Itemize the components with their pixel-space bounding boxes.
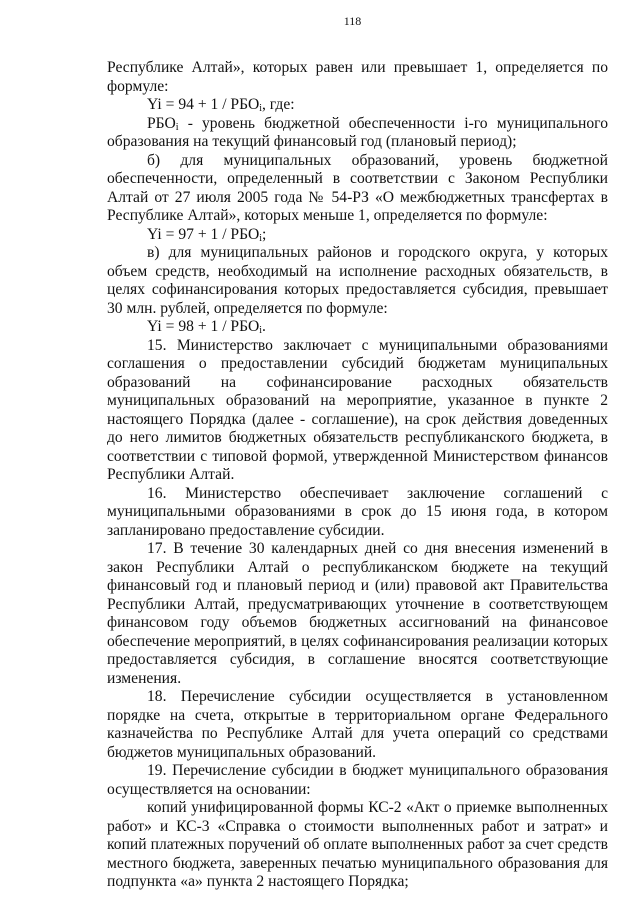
paragraph-v: в) для муниципальных районов и городского округа, у которых объем средств, необходимый на исполнение расходных обязательств, в целях софинансирования которых предоставляется субсидия, превышает 30 млн. рублей, определяется по формуле: xyxy=(107,244,608,317)
page-number: 118 xyxy=(343,14,362,28)
paragraph-19: 19. Перечисление субсидии в бюджет муниципального образования осуществляется на основании: xyxy=(107,762,608,798)
paragraph-b: б) для муниципальных образований, уровень бюджетной обеспеченности, определенный в соответствии с Законом Республики Алтай от 27 июля 2005 года № 54-РЗ «О межбюджетных трансфертах в Республике Алтай», которых меньше 1, определяется по формуле: xyxy=(107,151,608,224)
paragraph-15: 15. Министерство заключает с муниципальными образованиями соглашения о предоставлении субсидий бюджетам муниципальных образований на софинансирование расходных обязательств муниципальных образований на мероприятие, указанное в пункте 2 настоящего Порядка (далее - соглашение), на срок действия доведенных до него лимитов бюджетных обязательств республиканского бюджета, в соответствии с типовой формой, утвержденной Министерством финансов Республики Алтай. xyxy=(107,336,608,483)
paragraph-16: 16. Министерство обеспечивает заключение соглашений с муниципальными образованиями в срок до 15 июня года, в котором запланировано предоставление субсидии. xyxy=(107,484,608,539)
formula-a: $Yi = 94 + 1 / РБО_i$, где: xyxy=(147,96,295,114)
paragraph-continuation xyxy=(107,59,608,96)
text: Республике Алтай», которых равен или превышает 1, определяется по формуле: xyxy=(107,59,608,95)
formula-text: Yi = 94 + 1 / РБО xyxy=(147,96,260,113)
formula-definition: $РБО_i$ - уровень бюджетной обеспеченности i-го муниципального образования на текущий финансовый год (плановый период); xyxy=(107,114,608,150)
paragraph-18: 18. Перечисление субсидии осуществляется в установленном порядке на счета, открытые в территориальном органе Федерального казначейства по Республике Алтай для учета операций со средствами бюджетов муниципальных образований. xyxy=(107,688,608,761)
formula-b: $Yi = 97 + 1 / РБО_i$; xyxy=(147,225,267,244)
paragraph-17: 17. В течение 30 календарных дней со дня внесения изменений в закон Республики Алтай о республиканском бюджете на текущий финансовый год и плановый период и (или) правовой акт Правительства Республики Алтай, предусматривающих уточнение в соответствующем финансовом году объемов бюджетных ассигнований на финансовое обеспечение мероприятий, в целях софинансирования реализации которых предоставляется субсидия, в соглашение вносятся соответствующие изменения. xyxy=(107,540,608,687)
paragraph-19-list: копий унифицированной формы КС-2 «Акт о приемке выполненных работ» и КС-3 «Справка о стоимости выполненных работ и затрат» и копий платежных поручений об оплате выполненных работ за счет средств местного бюджета, заверенных печатью муниципального образования для подпункта «а» пункта 2 настоящего Порядка; xyxy=(107,799,608,890)
formula-v: $Yi = 98 + 1 / РБО_i$. xyxy=(147,318,266,336)
